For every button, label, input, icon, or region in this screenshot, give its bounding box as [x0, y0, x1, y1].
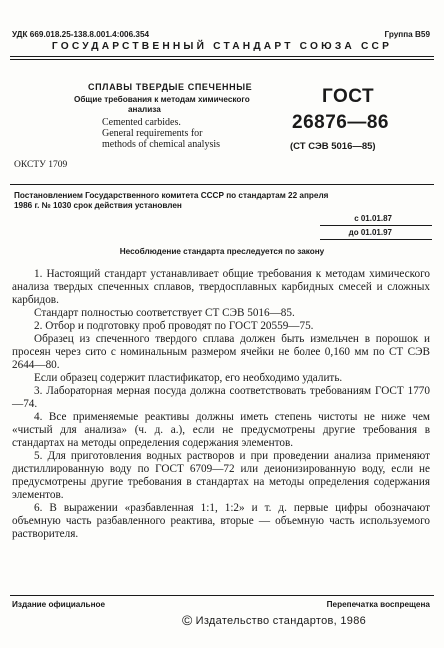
okstu-code: ОКСТУ 1709 — [14, 160, 68, 170]
validity-from-rule — [320, 225, 432, 226]
udk-code: УДК 669.018.25-138.8.001.4:006.354 — [12, 30, 150, 39]
subtitle-russian-line1: Общие требования к методам химического — [74, 95, 250, 104]
title-russian: СПЛАВЫ ТВЕРДЫЕ СПЕЧЕННЫЕ — [88, 82, 253, 92]
gost-number: 26876—86 — [292, 112, 389, 133]
subtitle-russian-line2: анализа — [128, 105, 161, 114]
legal-warning: Несоблюдение стандарта преследуется по закону — [119, 247, 325, 256]
standard-title: ГОСУДАРСТВЕННЫЙ СТАНДАРТ СОЮЗА ССР — [51, 41, 393, 52]
document-body — [12, 268, 430, 541]
header-rule-thick — [10, 56, 434, 57]
copyright-icon: © — [182, 612, 193, 628]
paragraph-3: 2. Отбор и подготовку проб проводят по ГОСТ 20559—75. — [34, 320, 314, 332]
paragraph-4: Образец из спеченного твердого сплава должен быть измельчен в порошок и просеян через сито с номинальным размером ячейки не более 0,160 мм по СТ СЭВ 2644—80. — [12, 333, 430, 371]
copyright-text: Издательство стандартов, 1986 — [195, 615, 367, 627]
gost-label: ГОСТ — [322, 86, 375, 107]
title-block-rule — [10, 184, 434, 185]
validity-to-rule — [320, 239, 432, 240]
validity-from: с 01.01.87 — [354, 214, 392, 223]
official-edition-note: Издание официальное — [12, 600, 106, 609]
title-english-line1: Cemented carbides. — [102, 117, 181, 128]
st-sev-reference: (СТ СЭВ 5016—85) — [290, 141, 376, 152]
reprint-prohibited-note: Перепечатка воспрещена — [326, 600, 430, 609]
paragraph-2: Стандарт полностью соответствует СТ СЭВ 5016—85. — [34, 307, 295, 319]
paragraph-8: 5. Для приготовления водных растворов и при проведении анализа применяют дистиллированную воду по ГОСТ 6709—72 или деионизированную воду, если не предусмотрены другие требования в стандартах на методы определения содержания элементов. — [12, 450, 430, 501]
paragraph-7: 4. Все применяемые реактивы должны иметь степень чистоты не ниже чем «чистый для анализа» (ч. д. а.), если не предусмотрены другие требования в стандартах на методы определения содержания элементов. — [12, 411, 430, 449]
title-english-line2: General requirements for — [102, 128, 203, 139]
paragraph-5: Если образец содержит пластификатор, его необходимо удалить. — [34, 372, 343, 384]
paragraph-1: 1. Настоящий стандарт устанавливает общие требования к методам химического анализа твердых спеченных сплавов, твердосплавных карбидных смесей и сложных карбидов. — [12, 268, 430, 306]
copyright-line — [182, 612, 366, 628]
title-english-line3: methods of chemical analysis — [102, 139, 221, 150]
validity-to: до 01.01.97 — [348, 228, 392, 237]
decree-line2: 1986 г. № 1030 срок действия установлен — [14, 201, 182, 210]
group-code: Группа В59 — [384, 30, 430, 39]
decree-line1: Постановлением Государственного комитета СССР по стандартам 22 апреля — [14, 191, 329, 200]
footer-rule — [10, 595, 434, 596]
paragraph-9: 6. В выражении «разбавленная 1:1, 1:2» и т. д. первые цифры обозначают объемную часть разбавленного реактива, вторые — объемную часть используемого растворителя. — [12, 502, 430, 540]
paragraph-6: 3. Лабораторная мерная посуда должна соответствовать требованиям ГОСТ 1770—74. — [12, 385, 430, 410]
header-rule-thin — [10, 59, 434, 60]
